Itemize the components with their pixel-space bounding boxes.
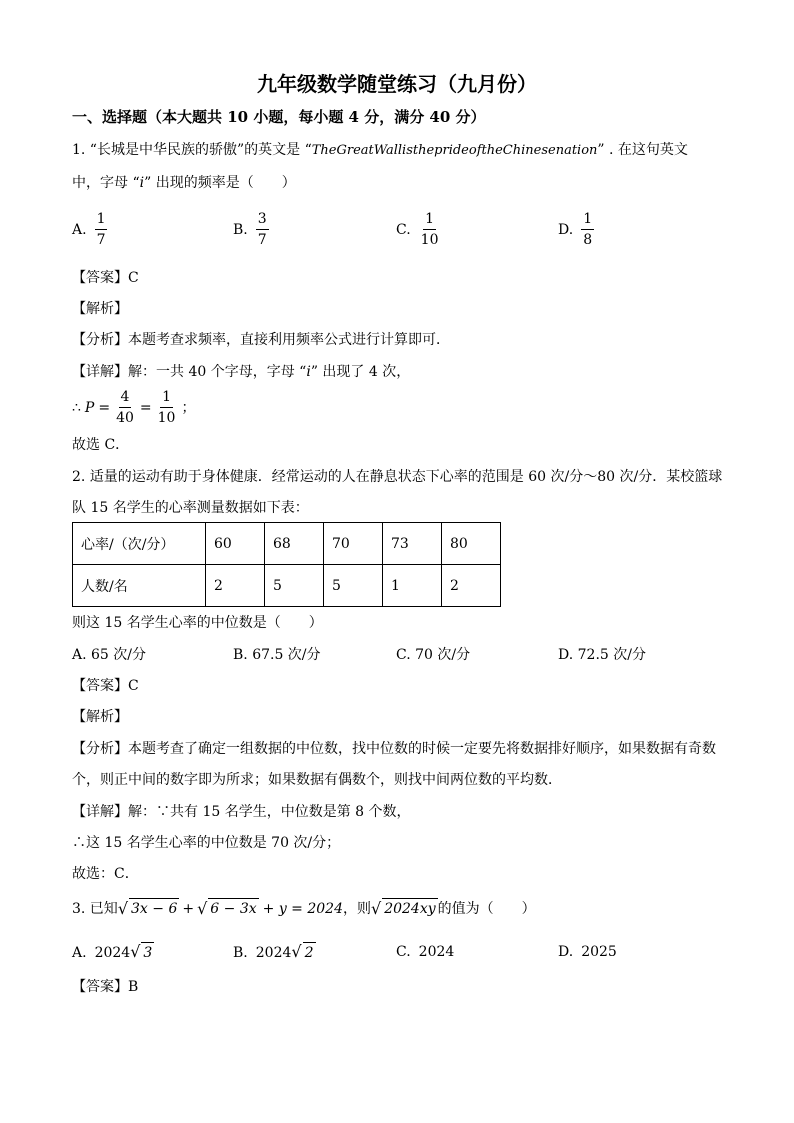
q2-fenxi-line2: 个，则正中间的数字即为所求；如果数据有偶数个，则找中间两位数的平均数． xyxy=(72,772,562,788)
table-cell: 73 xyxy=(383,523,442,565)
q1-calculation: ∴ P = $\frac{4}{40}$ = $\frac{1}{10}$ ； xyxy=(72,389,196,426)
fraction: $\frac{1}{10}$ xyxy=(157,389,176,426)
q3-option-a: A. 2024√ 3 xyxy=(72,942,153,961)
radical-sign: √ xyxy=(197,898,208,918)
q2-option-b: B. 67.5 次/分 xyxy=(233,647,321,663)
radical-sign: √ xyxy=(371,898,382,918)
radical-sign: √ xyxy=(117,898,129,918)
q2-stem-line2: 队 15 名学生的心率测量数据如下表： xyxy=(72,500,309,516)
fraction: $\frac{1}{8}$ xyxy=(583,211,593,248)
q2-fenxi-line1: 【分析】本题考查了确定一组数据的中位数，找中位数的时候一定要先将数据排好顺序，如果数据有奇数 xyxy=(72,741,716,757)
q2-detail: 【详解】解：∵共有 15 名学生，中位数是第 8 个数， xyxy=(72,804,411,820)
q1-detail: 【详解】解：一共 40 个字母，字母 “i” 出现了 4 次， xyxy=(72,364,411,380)
table-header-cell: 心率/（次/分） xyxy=(73,523,206,565)
q1-option-b: B. $\frac{3}{7}$ xyxy=(233,211,267,248)
radical-sign: √ xyxy=(291,942,302,961)
q2-choose: 故选：C． xyxy=(72,866,139,882)
q2-stem-line1: 2. 适量的运动有助于身体健康．经常运动的人在静息状态下心率的范围是 60 次/分～80 次/分．某校篮球 xyxy=(72,469,723,485)
page-title: 九年级数学随堂练习（九月份） xyxy=(257,72,537,96)
q2-answer: 【答案】C xyxy=(72,678,139,694)
table-cell: 5 xyxy=(324,565,383,607)
heart-rate-table xyxy=(72,522,501,607)
q2-option-a: A. 65 次/分 xyxy=(72,647,146,663)
q2-detail-2: ∴这 15 名学生心率的中位数是 70 次/分； xyxy=(72,835,341,851)
q1-english-sentence: TheGreatWallistheprideoftheChinesenation xyxy=(311,143,598,158)
q3-option-d: D. 2025 xyxy=(558,944,617,960)
fraction: $\frac{3}{7}$ xyxy=(257,211,267,248)
table-cell: 5 xyxy=(265,565,324,607)
table-row xyxy=(73,523,501,565)
table-cell: 1 xyxy=(383,565,442,607)
q3-option-c: C. 2024 xyxy=(396,944,455,960)
q2-option-c: C. 70 次/分 xyxy=(396,647,471,663)
q1-analysis-heading: 【解析】 xyxy=(72,301,128,317)
table-cell: 68 xyxy=(265,523,324,565)
fraction: $\frac{4}{40}$ xyxy=(116,389,134,426)
table-cell: 70 xyxy=(324,523,383,565)
fraction: $\frac{1}{10}$ xyxy=(420,211,439,248)
q1-option-c: C. $\frac{1}{10}$ xyxy=(396,211,439,248)
section-heading: 一、选择题（本大题共 10 小题，每小题 4 分，满分 40 分） xyxy=(72,108,486,126)
table-cell: 80 xyxy=(442,523,501,565)
table-row xyxy=(73,565,501,607)
q1-stem-line2: 中，字母 “i” 出现的频率是（ ） xyxy=(72,175,296,191)
radical-sign: √ xyxy=(130,942,141,961)
q3-option-b: B. 2024√ 2 xyxy=(233,942,314,961)
q1-option-a: A. $\frac{1}{7}$ xyxy=(72,211,106,248)
q3-answer: 【答案】B xyxy=(72,979,139,995)
q2-analysis-heading: 【解析】 xyxy=(72,709,128,725)
q2-question: 则这 15 名学生心率的中位数是（ ） xyxy=(72,615,323,631)
q2-option-d: D. 72.5 次/分 xyxy=(558,647,646,663)
q1-stem-line1: 1. “长城是中华民族的骄傲”的英文是 “TheGreatWallistheprideoftheChinesenation” . 在这句英文 xyxy=(72,142,688,158)
fraction: $\frac{1}{7}$ xyxy=(96,211,106,248)
q3-stem: 3. 已知 √ 3x − 6 + √ 6 − 3x + y = 2024 ，则 √ 2024xy 的值为（ ） xyxy=(72,898,536,918)
table-cell: 2 xyxy=(206,565,265,607)
q1-fenxi: 【分析】本题考查求频率，直接利用频率公式进行计算即可． xyxy=(72,332,450,348)
table-cell: 2 xyxy=(442,565,501,607)
table-cell: 60 xyxy=(206,523,265,565)
table-header-cell: 人数/名 xyxy=(73,565,206,607)
q1-option-d: D. $\frac{1}{8}$ xyxy=(558,211,593,248)
q1-choose: 故选 C． xyxy=(72,437,130,453)
q1-answer: 【答案】C xyxy=(72,270,139,286)
